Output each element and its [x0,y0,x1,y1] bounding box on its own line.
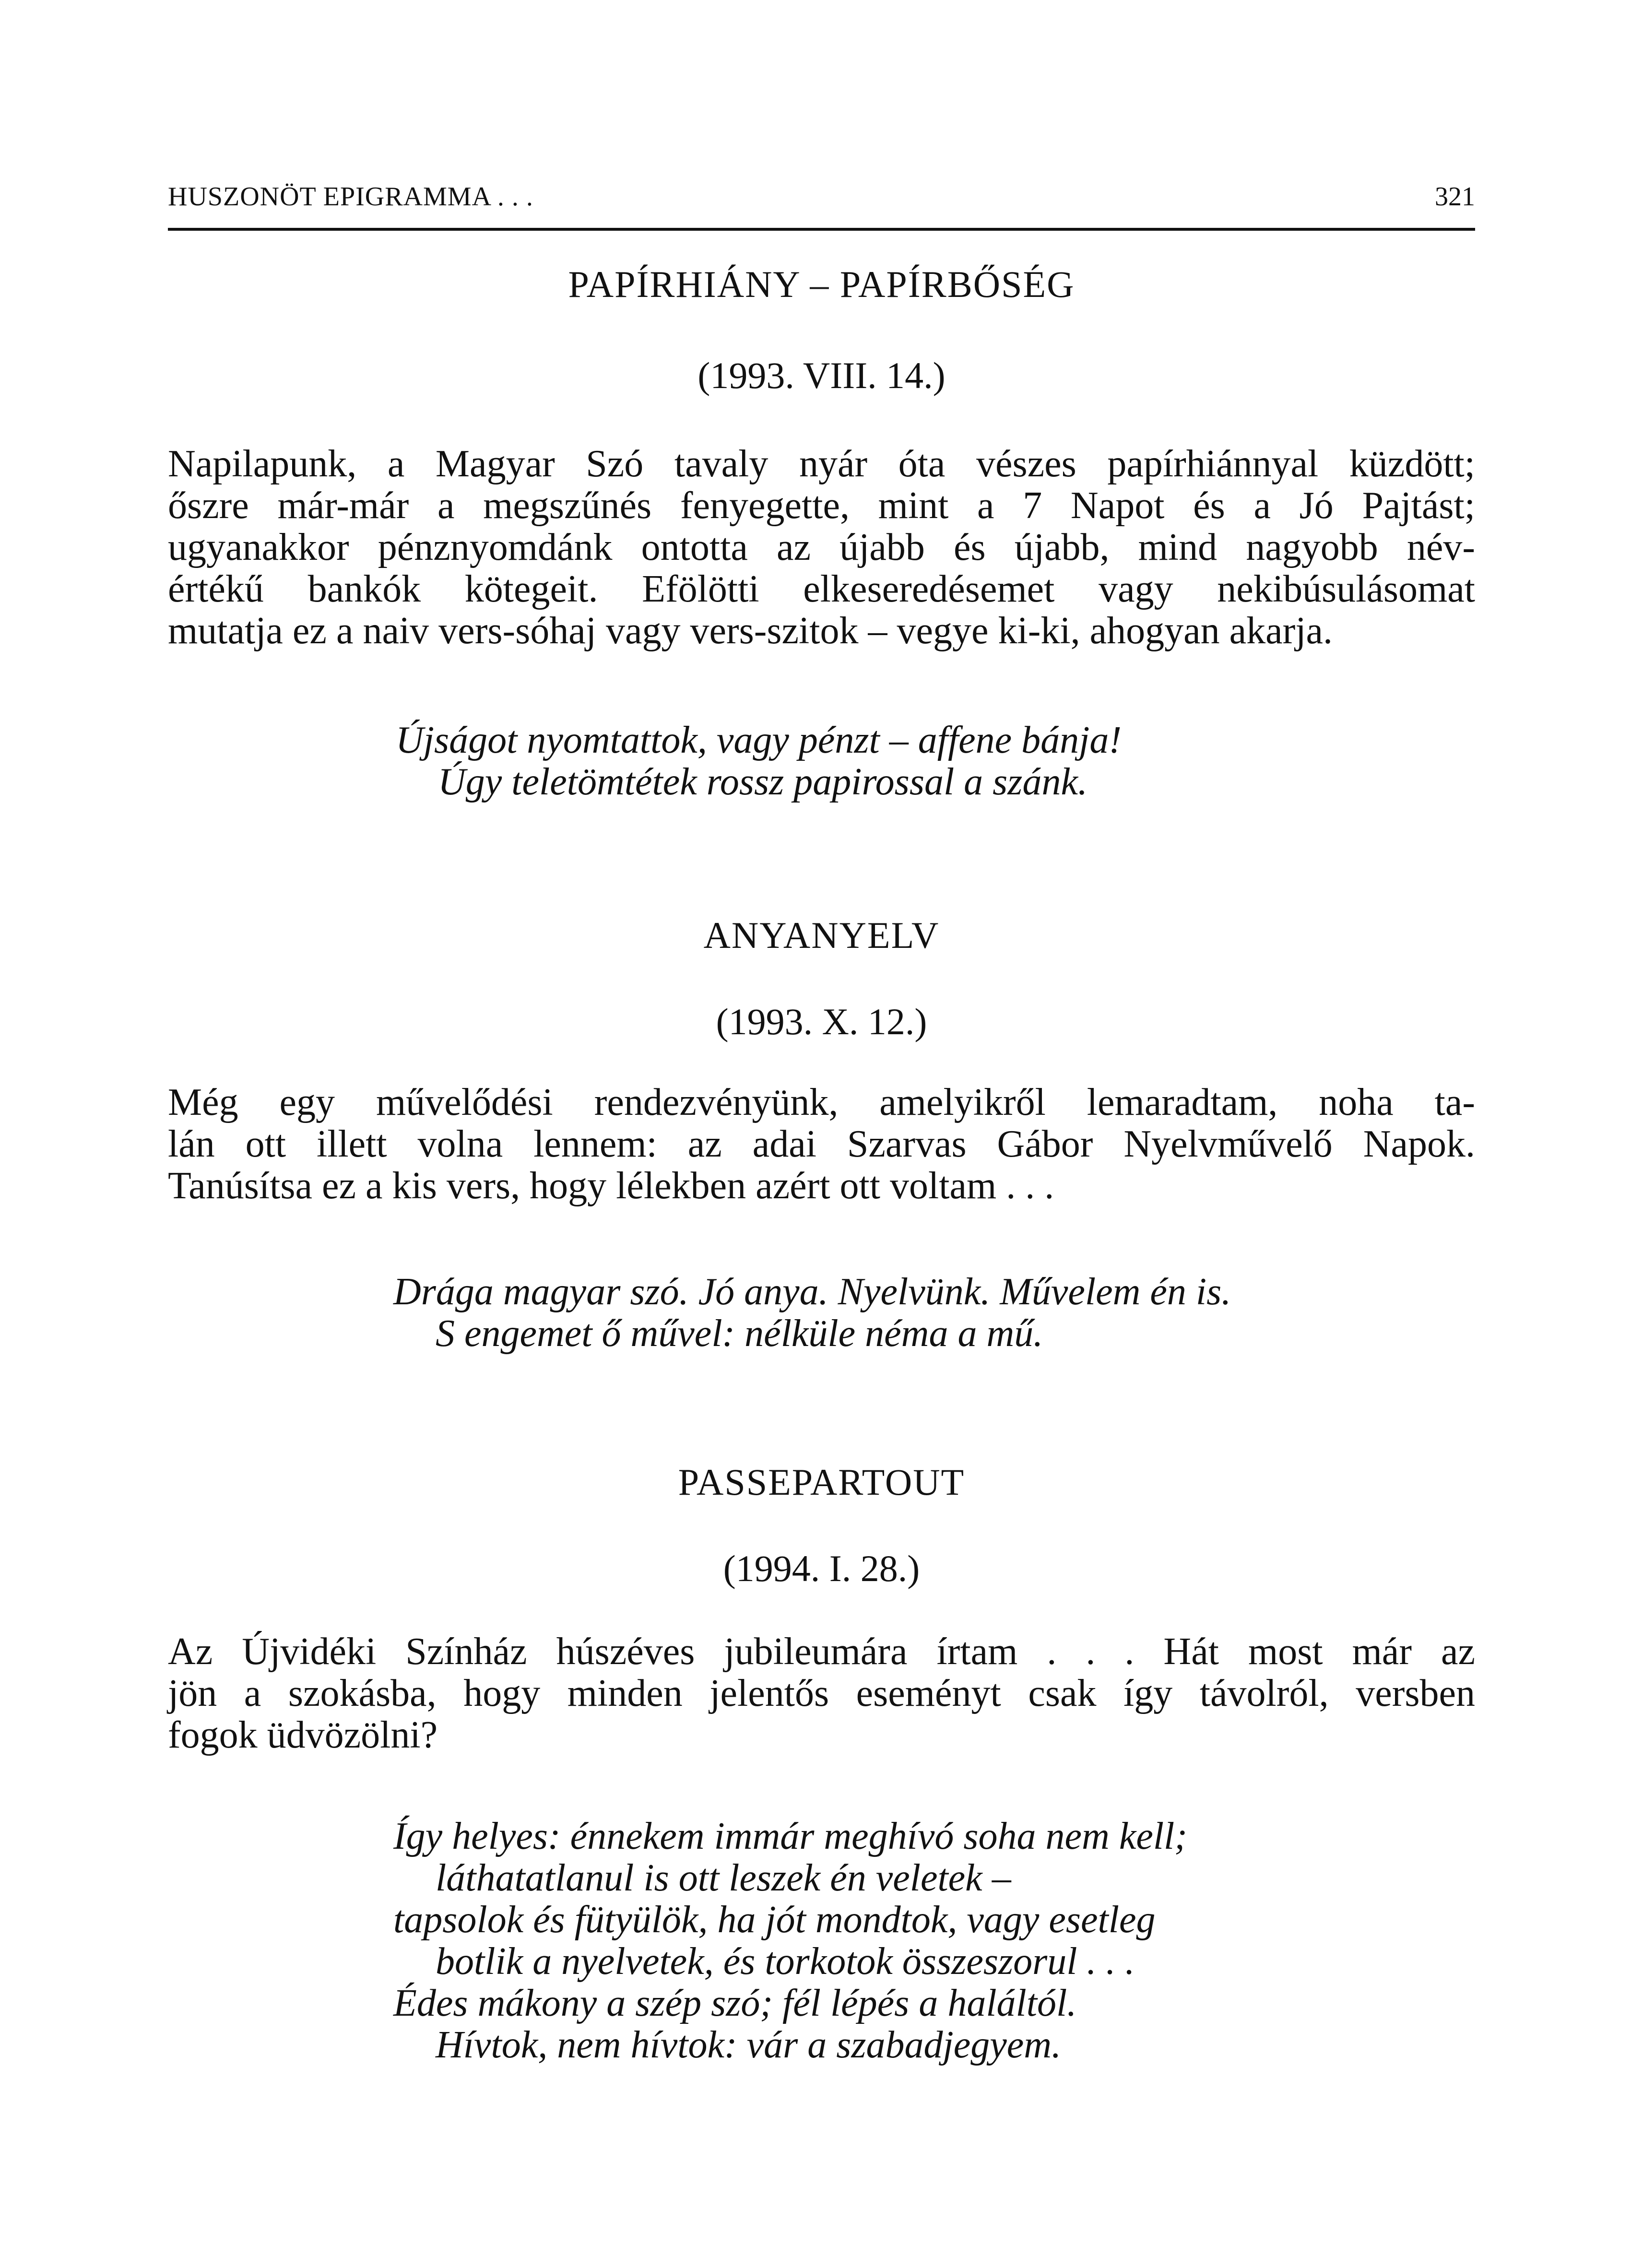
verse-line: botlik a nyelvetek, és torkotok összeszorul . . . [436,1940,1135,1983]
verse-line: tapsolok és fütyülök, ha jót mondtok, vagy esetleg [393,1899,1156,1941]
prose-line: mutatja ez a naiv vers-sóhaj vagy vers-szitok – vegye ki-ki, ahogyan akarja. [168,610,1333,652]
prose-line: őszre már-már a megszűnés fenyegette, mint a 7 Napot és a Jó Pajtást; [168,484,1475,527]
running-head [168,181,1475,215]
epigram-verse [393,1271,1231,1355]
verse-line: Drága magyar szó. Jó anya. Nyelvünk. Művelem én is. [393,1271,1231,1313]
section-date: (1994. I. 28.) [723,1547,920,1589]
section-date: (1993. X. 12.) [716,1001,927,1042]
page-number: 321 [1435,182,1475,212]
verse-line: Édes mákony a szép szó; fél lépés a haláltól. [393,1982,1077,2024]
prose-line: ugyanakkor pénznyomdánk ontotta az újabb és újabb, mind nagyobb név- [168,526,1475,568]
prose-line: fogok üdvözölni? [168,1714,438,1756]
prose-line: Az Újvidéki Színház húszéves jubileumára írtam . . . Hát most már az [168,1630,1475,1673]
prose-line: Még egy művelődési rendezvényünk, amelyikről lemaradtam, noha ta- [168,1081,1475,1123]
prose-line: jön a szokásba, hogy minden jelentős eseményt csak így távolról, versben [168,1672,1475,1714]
section-date: (1993. VIII. 14.) [697,354,946,396]
prose-line: lán ott illett volna lennem: az adai Szarvas Gábor Nyelvművelő Napok. [168,1123,1475,1165]
verse-line: láthatatlanul is ott leszek én veletek – [436,1857,1011,1899]
section-title: PASSEPARTOUT [678,1461,965,1503]
verse-line: Újságot nyomtattok, vagy pénzt – affene bánja! [396,719,1122,761]
verse-line: Úgy teletömtétek rossz papirossal a szánk. [438,761,1087,803]
prose-line: értékű bankók kötegeit. Efölötti elkeseredésemet vagy nekibúsulásomat [168,568,1475,610]
verse-line: Így helyes: énnekem immár meghívó soha nem kell; [393,1815,1187,1857]
prose-paragraph [168,1082,1475,1207]
verse-line: Hívtok, nem hívtok: vár a szabadjegyem. [436,2024,1062,2066]
section-title: PAPÍRHIÁNY – PAPÍRBŐSÉG [568,263,1075,305]
verse-line: S engemet ő művel: nélküle néma a mű. [436,1312,1043,1355]
prose-paragraph [168,1631,1475,1756]
epigram-verse [396,720,1122,803]
section-title: ANYANYELV [703,914,940,956]
prose-paragraph [168,443,1475,652]
prose-line: Napilapunk, a Magyar Szó tavaly nyár óta vészes papírhiánnyal küzdött; [168,443,1475,485]
running-head-title: HUSZONÖT EPIGRAMMA . . . [168,182,533,212]
header-rule [168,228,1475,231]
prose-line: Tanúsítsa ez a kis vers, hogy lélekben azért ott voltam . . . [168,1165,1054,1207]
epigram-verse [393,1816,1187,2066]
